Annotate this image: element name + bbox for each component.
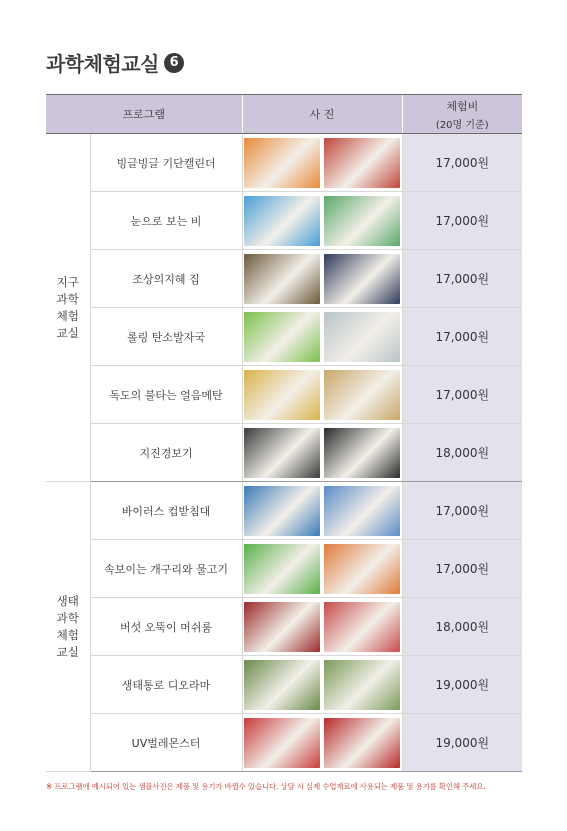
price-cell: 17,000원	[402, 250, 522, 308]
sample-photo	[324, 602, 400, 652]
header-price-label: 체험비	[446, 99, 479, 113]
category-label-line: 체험	[56, 627, 79, 642]
photo-cell	[242, 482, 402, 540]
program-name: UV벌레몬스터	[90, 714, 242, 772]
photo-cell	[242, 250, 402, 308]
program-table	[46, 94, 522, 772]
sample-photo	[244, 428, 320, 478]
table-row	[46, 366, 522, 424]
header-photo: 사 진	[242, 95, 402, 134]
sample-photo	[244, 602, 320, 652]
category-label-line: 체험	[56, 308, 79, 323]
table-row	[46, 250, 522, 308]
sample-photo	[324, 254, 400, 304]
sample-photo	[244, 196, 320, 246]
category-label-line: 과학	[56, 291, 79, 306]
program-name: 속보이는 개구리와 물고기	[90, 540, 242, 598]
program-name: 버섯 오뚝이 머쉬룸	[90, 598, 242, 656]
sample-photo	[324, 718, 400, 768]
sample-photo	[244, 254, 320, 304]
program-name: 생태통로 디오라마	[90, 656, 242, 714]
category-label-line: 생태	[56, 593, 79, 608]
sample-photo	[244, 138, 320, 188]
price-cell: 17,000원	[402, 366, 522, 424]
sample-photo	[244, 312, 320, 362]
header-program: 프로그램	[46, 95, 242, 134]
sample-photo	[324, 486, 400, 536]
sample-photo	[324, 544, 400, 594]
photo-cell	[242, 192, 402, 250]
table-row	[46, 192, 522, 250]
sample-photo	[244, 544, 320, 594]
photo-cell	[242, 598, 402, 656]
category-label-line: 교실	[56, 325, 79, 340]
price-cell: 17,000원	[402, 308, 522, 366]
table-row	[46, 714, 522, 772]
table-row	[46, 482, 522, 540]
header-price-sub: (20명 기준)	[435, 119, 489, 131]
section-number-badge: 6	[164, 53, 184, 73]
program-name: 지진경보기	[90, 424, 242, 482]
price-cell: 17,000원	[402, 134, 522, 192]
photo-cell	[242, 540, 402, 598]
sample-photo	[244, 718, 320, 768]
price-cell: 17,000원	[402, 482, 522, 540]
category-cell	[46, 482, 90, 772]
photo-cell	[242, 424, 402, 482]
price-cell: 18,000원	[402, 598, 522, 656]
sample-photo	[324, 660, 400, 710]
footnote: ※ 프로그램에 예시되어 있는 샘플사진은 제품 및 용기가 바뀔수 있습니다. 상담 시 실제 수업재료에 사용되는 제품 및 용기를 확인해 주세요.	[46, 782, 486, 791]
price-cell: 19,000원	[402, 714, 522, 772]
table-row	[46, 308, 522, 366]
sample-photo	[244, 660, 320, 710]
price-cell: 18,000원	[402, 424, 522, 482]
sample-photo	[324, 138, 400, 188]
sample-photo	[324, 370, 400, 420]
table-row	[46, 540, 522, 598]
sample-photo	[244, 370, 320, 420]
price-cell: 19,000원	[402, 656, 522, 714]
table-row	[46, 656, 522, 714]
photo-cell	[242, 308, 402, 366]
sample-photo	[324, 312, 400, 362]
table-row	[46, 134, 522, 192]
price-cell: 17,000원	[402, 540, 522, 598]
category-label-line: 교실	[56, 644, 79, 659]
program-name: 롤링 탄소발자국	[90, 308, 242, 366]
photo-cell	[242, 134, 402, 192]
photo-cell	[242, 714, 402, 772]
sample-photo	[324, 428, 400, 478]
photo-cell	[242, 366, 402, 424]
table-row	[46, 424, 522, 482]
page-title-text: 과학체험교실	[46, 52, 159, 76]
table-header-row	[46, 95, 522, 134]
category-cell	[46, 134, 90, 482]
header-price	[402, 95, 522, 134]
photo-cell	[242, 656, 402, 714]
program-name: 바이러스 컵받침대	[90, 482, 242, 540]
sample-photo	[244, 486, 320, 536]
program-name: 조상의지혜 집	[90, 250, 242, 308]
page-title	[46, 48, 184, 77]
program-name: 빙글빙글 기단캘린더	[90, 134, 242, 192]
table-row	[46, 598, 522, 656]
category-label-line: 지구	[56, 274, 79, 289]
program-name: 독도의 불타는 얼음메탄	[90, 366, 242, 424]
sample-photo	[324, 196, 400, 246]
program-name: 눈으로 보는 비	[90, 192, 242, 250]
category-label-line: 과학	[56, 610, 79, 625]
price-cell: 17,000원	[402, 192, 522, 250]
